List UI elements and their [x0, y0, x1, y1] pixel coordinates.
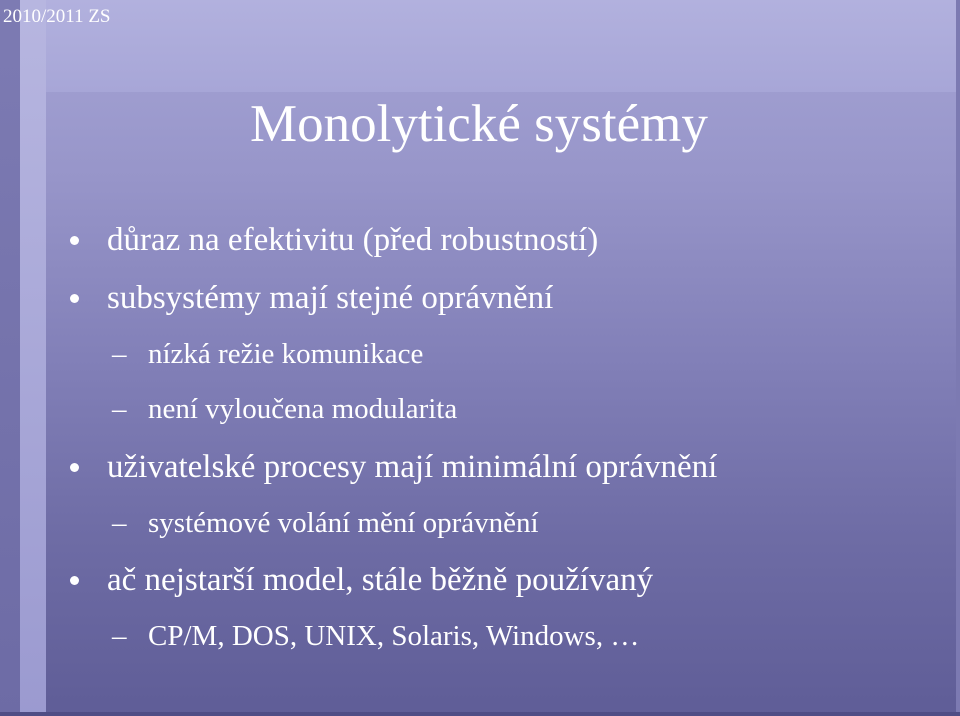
sub-bullet-item	[112, 393, 457, 426]
dash-icon: –	[112, 338, 127, 370]
slide-title: Monolytické systémy	[250, 95, 708, 153]
right-edge	[956, 0, 960, 716]
sub-bullet-text: systémové volání mění oprávnění	[148, 507, 539, 539]
sub-bullet-item	[112, 338, 423, 371]
sub-bullet-item	[112, 620, 639, 653]
left-accent-strip-light	[20, 0, 46, 716]
sub-bullet-text: CP/M, DOS, UNIX, Solaris, Windows, …	[148, 620, 640, 652]
bullet-text: subsystémy mají stejné oprávnění	[107, 280, 554, 316]
bullet-text: ač nejstarší model, stále běžně používaný	[107, 562, 654, 598]
dash-icon: –	[112, 393, 127, 425]
sub-bullet-text: nízká režie komunikace	[148, 338, 424, 370]
bullet-item	[70, 280, 553, 317]
bullet-text: důraz na efektivitu (před robustností)	[107, 222, 599, 258]
semester-label: 2010/2011 ZS	[3, 6, 111, 27]
top-band	[46, 0, 960, 92]
dash-icon: –	[112, 507, 127, 539]
bottom-edge	[0, 712, 960, 716]
sub-bullet-text: není vyloučena modularita	[148, 393, 458, 425]
dash-icon: –	[112, 620, 127, 652]
bullet-item	[70, 449, 717, 486]
left-accent-strip-dark	[0, 0, 20, 716]
bullet-item	[70, 222, 598, 259]
bullet-text: uživatelské procesy mají minimální oprávnění	[107, 449, 718, 485]
bullet-dot-icon	[70, 294, 79, 303]
bullet-dot-icon	[70, 463, 79, 472]
bullet-dot-icon	[70, 236, 79, 245]
bullet-dot-icon	[70, 576, 79, 585]
bullet-item	[70, 562, 653, 599]
sub-bullet-item	[112, 507, 539, 540]
